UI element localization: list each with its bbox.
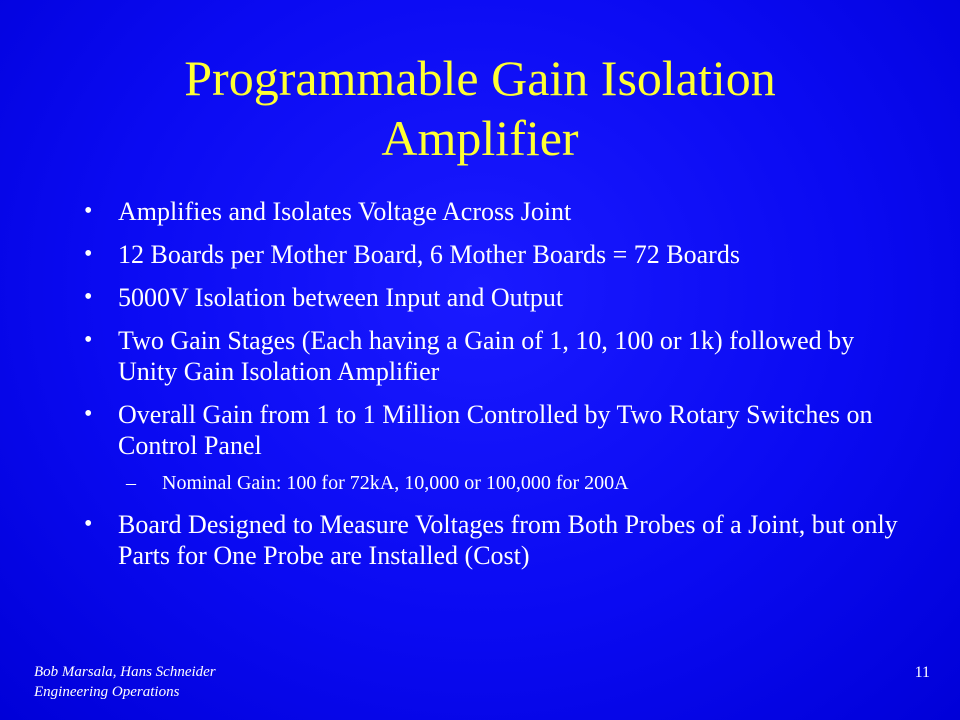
- bullet-marker: •: [84, 511, 93, 537]
- bullet-marker: •: [84, 401, 93, 427]
- bullet-item: [84, 239, 904, 270]
- slide-title: [60, 48, 900, 168]
- bullet-text: Overall Gain from 1 to 1 Million Controlled by Two Rotary Switches on Control Panel: [118, 400, 873, 460]
- bullet-list: [84, 196, 904, 583]
- bullet-item: [84, 282, 904, 313]
- sub-bullet-text: Nominal Gain: 100 for 72kA, 10,000 or 100,000 for 200A: [162, 472, 629, 494]
- bullet-text: Amplifies and Isolates Voltage Across Joint: [118, 197, 572, 226]
- bullet-text: Board Designed to Measure Voltages from Both Probes of a Joint, but only Parts for One Probe are Installed (Cost): [118, 510, 898, 570]
- bullet-item: [84, 399, 904, 461]
- slide-title-line-2: Amplifier: [381, 110, 579, 166]
- bullet-marker: •: [84, 284, 93, 310]
- bullet-text: Two Gain Stages (Each having a Gain of 1, 10, 100 or 1k) followed by Unity Gain Isolation Amplifier: [118, 326, 855, 386]
- bullet-marker: •: [84, 327, 93, 353]
- sub-bullet-marker: –: [126, 472, 136, 494]
- bullet-marker: •: [84, 241, 93, 267]
- sub-bullet-item: [84, 471, 904, 495]
- bullet-item: [84, 325, 904, 387]
- footer-author-names: Bob Marsala, Hans Schneider: [34, 664, 216, 680]
- bullet-text: 12 Boards per Mother Board, 6 Mother Boards = 72 Boards: [118, 240, 740, 269]
- bullet-item: [84, 509, 904, 571]
- footer-department: Engineering Operations: [34, 684, 180, 700]
- bullet-marker: •: [84, 198, 93, 224]
- page-number: 11: [914, 664, 930, 681]
- footer-authors: [34, 662, 216, 702]
- bullet-item: [84, 196, 904, 227]
- bullet-text: 5000V Isolation between Input and Output: [118, 283, 564, 312]
- slide-title-line-1: Programmable Gain Isolation: [184, 50, 776, 106]
